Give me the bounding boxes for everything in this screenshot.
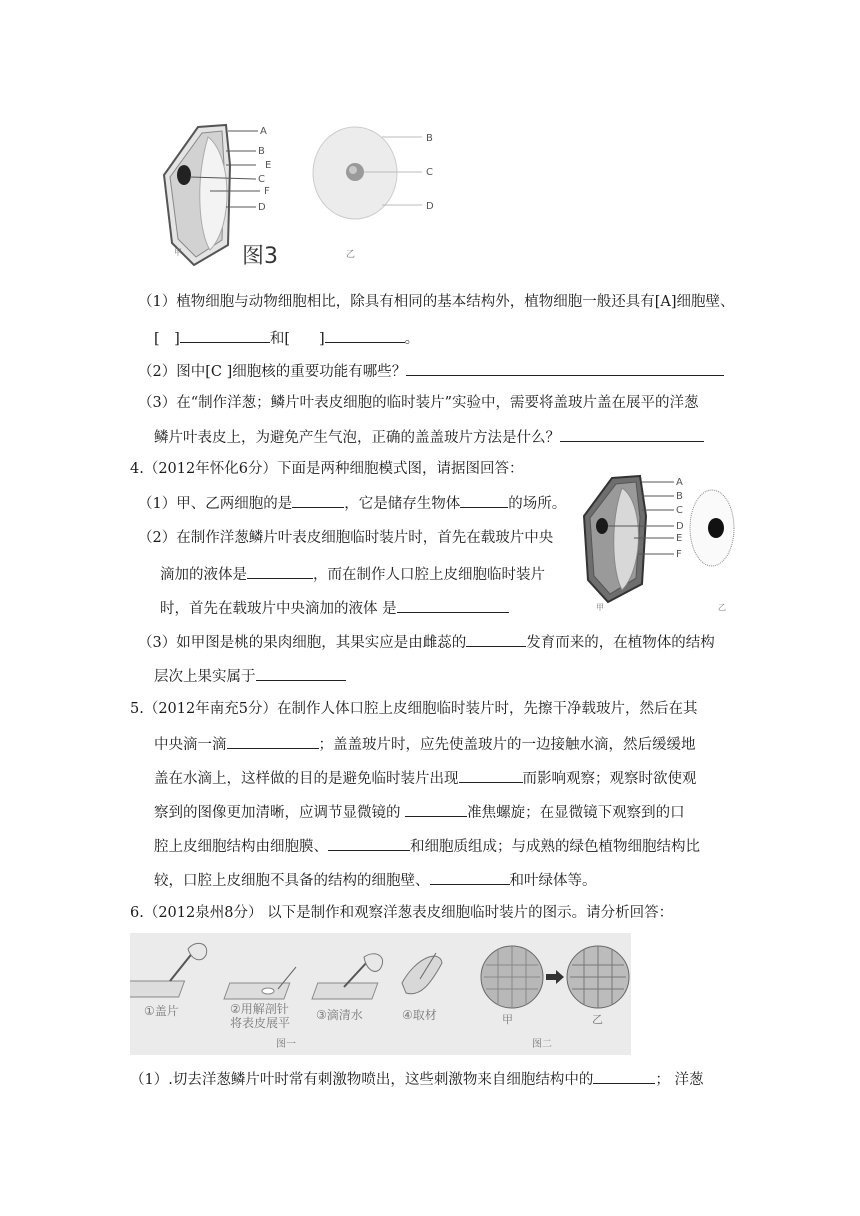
q4-part3-a2: 发育而来的，在植物体的结构: [526, 635, 715, 651]
q4-part2-line1: （2）在制作洋葱鳞片叶表皮细胞临时装片时，首先在载玻片中央: [138, 530, 554, 546]
q5-line3: [154, 767, 697, 789]
fig3-label-c: C: [258, 174, 265, 185]
q5-line2-b: ；盖盖玻片时，应先使盖玻片的一边接触水滴，然后缓缓地: [318, 737, 696, 753]
q4-part1-b: ，它是储存生物体: [344, 496, 461, 512]
q5-line4-a: 察到的图像更加清晰，应调节显微镜的: [154, 805, 406, 821]
fig3-title: 图3: [242, 244, 278, 269]
q6-step-1: ①盖片: [144, 1004, 179, 1018]
q4-part2-c: 时，首先在载玻片中央滴加的液体 是: [160, 601, 397, 617]
q5-line3-b: 而影响观察；观察时欲使观: [522, 771, 697, 787]
q4-part3-line2: [154, 665, 346, 687]
q5-line2: [154, 733, 696, 755]
answer-blank[interactable]: [292, 492, 344, 508]
answer-blank[interactable]: [328, 835, 410, 851]
fig3-right-label-b: B: [426, 133, 433, 144]
q4-cell-figure: [578, 472, 748, 612]
answer-blank[interactable]: [466, 631, 526, 647]
q6-fig2-left: 甲: [502, 1013, 513, 1026]
answer-blank[interactable]: [560, 426, 704, 442]
fig3-label-a: A: [260, 126, 267, 137]
q4-label-d: D: [676, 521, 684, 532]
q6-step-3: ③滴清水: [316, 1008, 363, 1022]
q4-label-e: E: [676, 533, 683, 544]
q4-part1-a: （1）甲、乙两细胞的是: [138, 496, 293, 512]
q5-line5: [154, 835, 700, 857]
answer-blank[interactable]: [459, 767, 523, 783]
q4-cell-diagrams: [578, 472, 748, 612]
q3-part1-line1: （1）植物细胞与动物细胞相比，除具有相同的基本结构外，植物细胞一般还具有[A]细胞壁、: [138, 294, 735, 310]
q4-left-caption: 甲: [596, 603, 604, 612]
q6-fig1-caption: 图一: [276, 1039, 296, 1050]
q6-step-2a: ②用解剖针: [230, 1002, 289, 1016]
fig3-label-e: E: [265, 160, 272, 171]
q4-label-f: F: [676, 549, 682, 560]
fig3-label-b: B: [258, 146, 265, 157]
q6-fig2-caption: 图二: [532, 1039, 552, 1050]
q3-part1-line2: [154, 327, 419, 349]
answer-blank[interactable]: [593, 1068, 655, 1084]
answer-blank[interactable]: [405, 801, 467, 817]
answer-blank[interactable]: [430, 869, 510, 885]
q5-line6-b: 和叶绿体等。: [509, 873, 597, 889]
q6-part1-a: （1）.切去洋葱鳞片叶时常有刺激物喷出，这些刺激物来自细胞结构中的: [130, 1072, 594, 1088]
answer-blank[interactable]: [397, 597, 509, 613]
q5-line1: 5.（2012年南充5分）在制作人体口腔上皮细胞临时装片时，先擦干净载玻片，然后在其: [130, 701, 698, 717]
fig3-right-label-c: C: [426, 167, 433, 178]
q5-line4: [154, 801, 685, 823]
fig3-label-f: F: [264, 186, 270, 197]
q4-right-caption: 乙: [718, 603, 726, 612]
q5-line5-a: 腔上皮细胞结构由细胞膜、: [154, 839, 328, 855]
q3-part3-text: 鳞片叶表皮上，为避免产生气泡，正确的盖盖玻片方法是什么？: [154, 430, 560, 446]
q4-part2-b1: 滴加的液体是: [160, 567, 247, 583]
answer-blank[interactable]: [227, 733, 319, 749]
q6-fig2-right: 乙: [592, 1013, 603, 1026]
q5-line5-b: 和细胞质组成；与成熟的绿色植物细胞结构比: [410, 839, 700, 855]
q6-heading: 6.（2012泉州8分） 以下是制作和观察洋葱表皮细胞临时装片的图示。请分析回答：: [130, 905, 674, 921]
fig3-label-d: D: [258, 202, 266, 213]
q6-step-4: ④取材: [402, 1008, 437, 1022]
q4-part3-b: 层次上果实属于: [154, 669, 256, 685]
q4-part2-line3: [160, 597, 509, 619]
fig3-right-caption: 乙: [346, 250, 356, 260]
q6-part1-b: ； 洋葱: [655, 1072, 704, 1088]
q4-heading: 4.（2012年怀化6分）下面是两种细胞模式图，请据图回答：: [130, 461, 524, 477]
q6-part1: [130, 1068, 703, 1090]
answer-blank[interactable]: [406, 360, 724, 376]
q4-label-a: A: [676, 477, 683, 488]
q3-bracket-1: [ ]: [154, 331, 180, 347]
q5-line2-a: 中央滴一滴: [154, 737, 227, 753]
q4-part3-a1: （3）如甲图是桃的果肉细胞，其果实应是由雌蕊的: [138, 635, 467, 651]
q6-step-2b: 将表皮展平: [230, 1016, 291, 1030]
q3-period: 。: [404, 331, 420, 347]
fig3-right-label-d: D: [426, 201, 434, 212]
answer-blank[interactable]: [247, 563, 313, 579]
q3-part2-text: （2）图中[C ]细胞核的重要功能有哪些？: [138, 364, 407, 380]
q6-procedure-diagram: [130, 933, 631, 1055]
answer-blank[interactable]: [180, 327, 270, 343]
q3-part3-line2: [154, 426, 704, 448]
q4-part2-line2: [160, 563, 545, 585]
q5-line6-a: 较，口腔上皮细胞不具备的结构的细胞壁、: [154, 873, 430, 889]
cell-diagrams: [150, 115, 450, 275]
q4-part1: [138, 492, 566, 514]
figure-3: [150, 115, 450, 275]
q4-part3-line1: [138, 631, 715, 653]
q3-bracket-2: 和[ ]: [269, 331, 325, 347]
fig3-left-caption: 甲: [174, 248, 182, 257]
answer-blank[interactable]: [325, 327, 405, 343]
q4-part1-c: 的场所。: [508, 496, 567, 512]
q3-part3-line1: （3）在“制作洋葱；鳞片叶表皮细胞的临时装片”实验中，需要将盖玻片盖在展平的洋葱: [138, 395, 699, 411]
q4-label-b: B: [676, 491, 683, 502]
q3-part2: [138, 360, 724, 382]
q4-part2-b2: ，而在制作人口腔上皮细胞临时装片: [313, 567, 545, 583]
q5-line6: [154, 869, 597, 891]
answer-blank[interactable]: [460, 492, 508, 508]
q5-line3-a: 盖在水滴上，这样做的目的是避免临时装片出现: [154, 771, 459, 787]
q4-label-c: C: [676, 505, 683, 516]
answer-blank[interactable]: [256, 665, 346, 681]
q6-figure: [130, 933, 631, 1055]
q5-line4-b: 准焦螺旋；在显微镜下观察到的口: [467, 805, 685, 821]
